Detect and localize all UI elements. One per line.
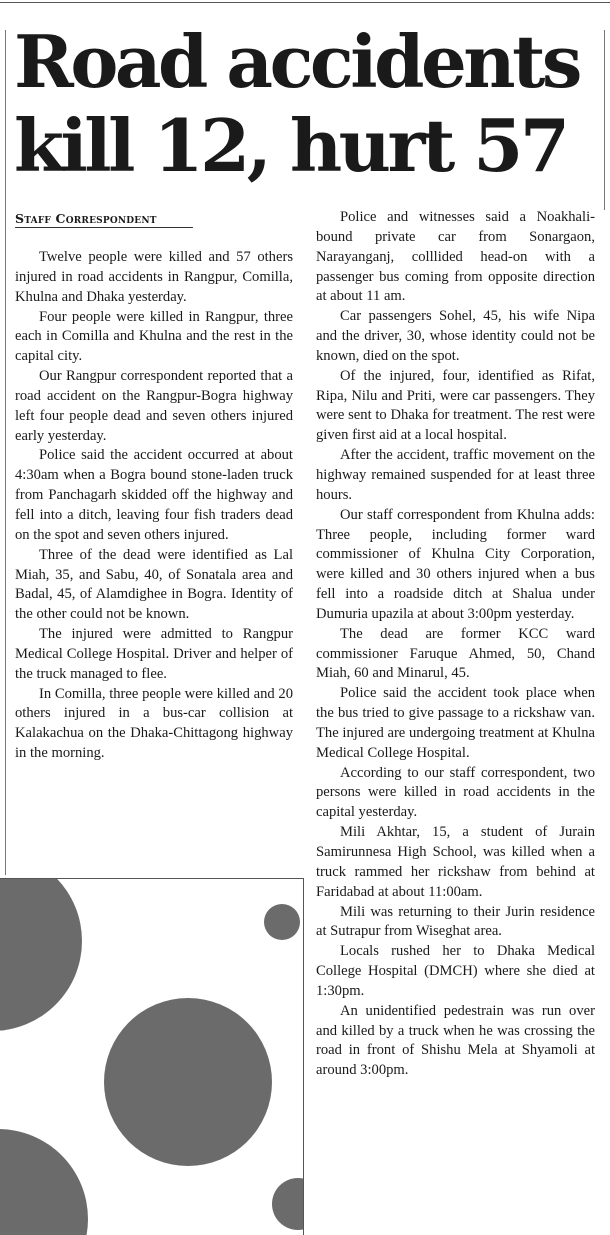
paragraph: According to our staff correspondent, two persons were killed in road accidents in the capital yesterday.: [316, 764, 595, 821]
article-column-left: [15, 248, 293, 764]
halftone-dot-pattern: [0, 879, 304, 1235]
paragraph: Mili was returning to their Jurin residence at Sutrapur from Wiseghat area.: [316, 903, 595, 940]
paragraph: Of the injured, four, identified as Rifat, Ripa, Nilu and Priti, were car passengers. They were sent to Dhaka for treatment. The rest were given first aid at a local hospital.: [316, 367, 595, 444]
dot: [104, 998, 272, 1166]
headline-line-2: kill 12, hurt 57: [14, 103, 567, 188]
headline: [14, 20, 604, 188]
article-column-right: [316, 208, 595, 1081]
dot: [0, 879, 82, 1031]
paragraph: Our Rangpur correspondent reported that a road accident on the Rangpur-Bogra highway left four people dead and seven others injured early yesterday.: [15, 368, 293, 444]
dot: [264, 904, 300, 940]
paragraph: Mili Akhtar, 15, a student of Jurain Samirunnesa High School, was killed when a truck rammed her rickshaw from behind at Faridabad at about 11:00am.: [316, 824, 595, 900]
dot: [0, 1129, 88, 1235]
paragraph: The injured were admitted to Rangpur Medical College Hospital. Driver and helper of the truck managed to flee.: [15, 626, 293, 682]
paragraph: Police said the accident took place when the bus tried to give passage to a rickshaw van. The injured are undergoing treatment at Khulna Medical College Hospital.: [316, 685, 595, 761]
right-column-rule: [604, 30, 605, 210]
paragraph: Police and witnesses said a Noakhali-bound private car from Sonargaon, Narayanganj, colllided head-on with a passenger bus coming from opposite direction at about 11 am.: [316, 209, 595, 305]
paragraph: After the accident, traffic movement on the highway remained suspended for at least three hours.: [316, 447, 595, 503]
headline-line-1: Road accidents: [14, 19, 579, 104]
paragraph: Car passengers Sohel, 45, his wife Nipa and the driver, 30, whose identity could not be known, died on the spot.: [316, 308, 595, 364]
photo-placeholder: [0, 878, 304, 1235]
paragraph: The dead are former KCC ward commissioner Faruque Ahmed, 50, Chand Miah, 60 and Minarul, 45.: [316, 625, 595, 682]
paragraph: An unidentified pedestrain was run over and killed by a truck when he was crossing the road in front of Shishu Mela at Shyamoli at around 3:00pm.: [316, 1002, 595, 1079]
paragraph: Four people were killed in Rangpur, three each in Comilla and Khulna and the rest in the capital city.: [15, 308, 293, 365]
dot: [272, 1178, 304, 1230]
top-rule: [0, 2, 610, 3]
byline: Staff Correspondent: [15, 211, 193, 228]
paragraph: Police said the accident occurred at about 4:30am when a Bogra bound stone-laden truck from Panchagarh skidded off the highway and fell into a ditch, leaving four fish traders dead on the spot and seven others injured.: [15, 447, 293, 543]
left-column-rule: [5, 30, 6, 875]
paragraph: Locals rushed her to Dhaka Medical College Hospital (DMCH) where she died at 1:30pm.: [316, 943, 595, 999]
paragraph: Our staff correspondent from Khulna adds: Three people, including former ward commissioner of Khulna City Corporation, were killed and 30 others injured when a bus fell into a roadside ditch at Shalua under Dumuria upazila at about 3:00pm yesterday.: [316, 506, 595, 622]
paragraph: Twelve people were killed and 57 others injured in road accidents in Rangpur, Comilla, Khulna and Dhaka yesterday.: [15, 249, 293, 305]
paragraph: Three of the dead were identified as Lal Miah, 35, and Sabu, 40, of Sonatala area and Badal, 45, of Alamdighee in Bogra. Identity of the other could not be known.: [15, 546, 293, 623]
paragraph: In Comilla, three people were killed and 20 others injured in a bus-car collision at Kalakachua on the Dhaka-Chittagong highway in the morning.: [15, 685, 293, 762]
